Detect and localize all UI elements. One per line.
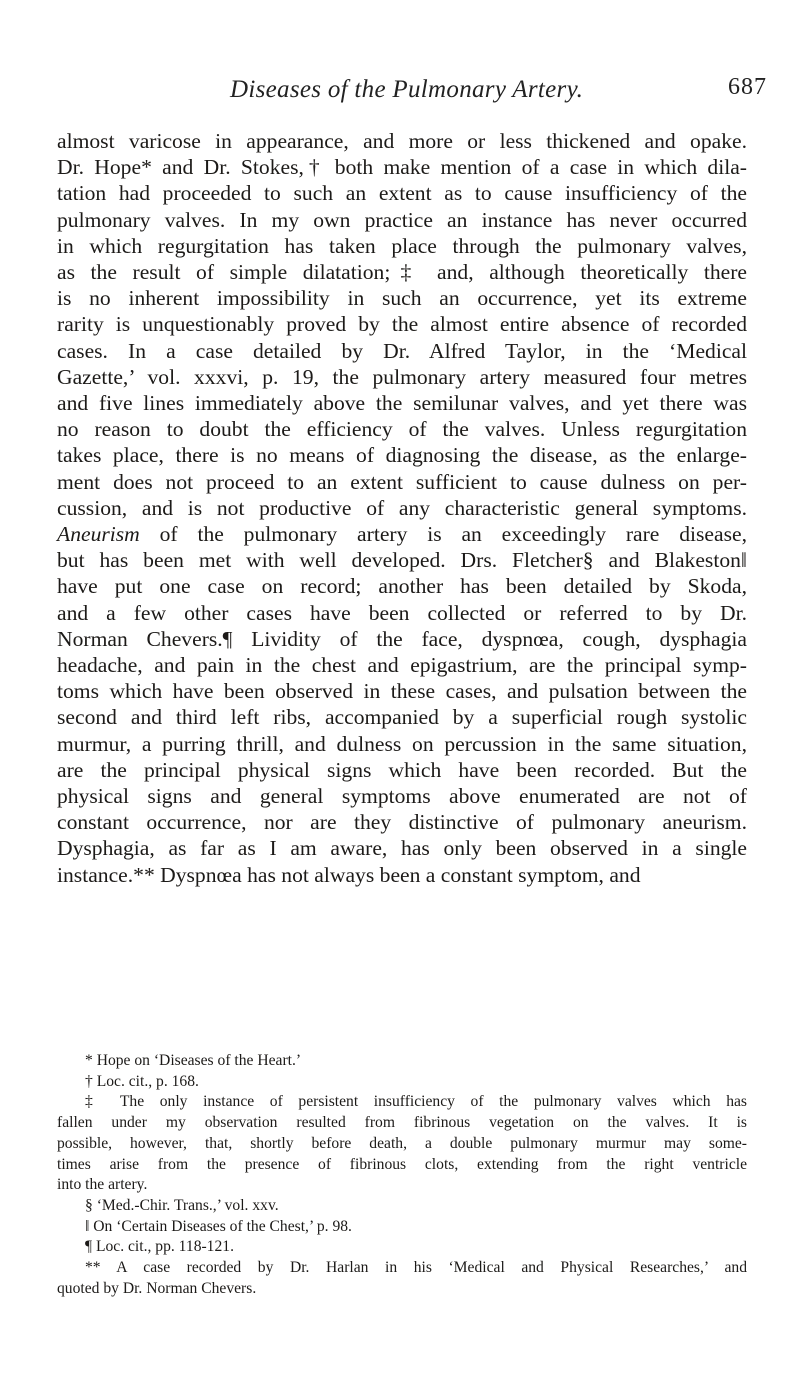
footnote: ‖ On ‘Certain Diseases of the Chest,’ p. 98. (85, 1217, 352, 1235)
body-line: in which regurgitation has taken place through the pulmonary valves, (57, 233, 747, 258)
body-line: rarity is unquestionably proved by the almost entire absence of recorded (57, 312, 747, 337)
body-text (57, 128, 747, 888)
footnote: into the artery. (57, 1176, 148, 1194)
body-line-aneurism (57, 521, 747, 547)
body-line: instance.** Dyspnœa has not always been a constant symptom, and (57, 862, 641, 887)
body-line: physical signs and general symptoms above enumerated are not of (57, 784, 747, 809)
body-line: toms which have been observed in these cases, and pulsation between the (57, 679, 747, 704)
body-line: cases. In a case detailed by Dr. Alfred Taylor, in the ‘Medical (57, 338, 747, 363)
body-line: is no inherent impossibility in such an occurrence, yet its extreme (57, 286, 747, 311)
running-head: Diseases of the Pulmonary Artery. (230, 76, 584, 103)
footnote: † Loc. cit., p. 168. (85, 1072, 199, 1090)
footnote: times arise from the presence of fibrinous clots, extending from the right ventricle (57, 1155, 747, 1173)
footnotes (57, 1051, 747, 1299)
body-line: takes place, there is no means of diagnosing the disease, as the enlarge- (57, 443, 747, 468)
body-line: Norman Chevers.¶ Lividity of the face, dyspnœa, cough, dysphagia (57, 626, 747, 651)
body-line: almost varicose in appearance, and more or less thickened and opake. (57, 129, 747, 153)
body-line: are the principal physical signs which have been recorded. But the (57, 757, 747, 782)
aneurism-line-rest: of the pulmonary artery is an exceedingly rare disease, (139, 522, 747, 547)
body-line: second and third left ribs, accompanied by a superficial rough systolic (57, 705, 747, 730)
footnote: ¶ Loc. cit., pp. 118-121. (85, 1238, 234, 1256)
footnote: quoted by Dr. Norman Chevers. (57, 1279, 257, 1297)
body-line: have put one case on record; another has been detailed by Skoda, (57, 574, 747, 599)
body-line: no reason to doubt the efficiency of the valves. Unless regurgitation (57, 417, 747, 442)
body-line: and five lines immediately above the semilunar valves, and yet there was (57, 391, 747, 416)
footnote: * Hope on ‘Diseases of the Heart.’ (85, 1052, 302, 1069)
body-line: but has been met with well developed. Drs. Fletcher§ and Blakeston‖ (57, 548, 747, 573)
body-line: pulmonary valves. In my own practice an instance has never occurred (57, 207, 747, 232)
body-line: Dr. Hope* and Dr. Stokes,† both make mention of a case in which dila- (57, 155, 747, 180)
footnote: fallen under my observation resulted from fibrinous vegetation on the valves. It is (57, 1114, 747, 1132)
page-number: 687 (728, 74, 767, 100)
footnote: § ‘Med.-Chir. Trans.,’ vol. xxv. (85, 1196, 279, 1214)
footnote: ‡ The only instance of persistent insufficiency of the pulmonary valves which has (85, 1093, 747, 1111)
aneurism-word: Aneurism (57, 522, 140, 547)
body-line: headache, and pain in the chest and epigastrium, are the principal symp- (57, 653, 747, 678)
body-line: Gazette,’ vol. xxxvi, p. 19, the pulmonary artery measured four metres (57, 364, 747, 389)
body-line: tation had proceeded to such an extent as to cause insufficiency of the (57, 181, 747, 206)
body-line: and a few other cases have been collected or referred to by Dr. (57, 600, 747, 625)
body-line: as the result of simple dilatation;‡ and, although theoretically there (57, 260, 747, 285)
footnote: possible, however, that, shortly before death, a double pulmonary murmur may some- (57, 1134, 747, 1152)
body-line: cussion, and is not productive of any characteristic general symptoms. (57, 495, 747, 520)
body-line: constant occurrence, nor are they distinctive of pulmonary aneurism. (57, 810, 747, 835)
body-line: Dysphagia, as far as I am aware, has only been observed in a single (57, 836, 747, 861)
footnote: ** A case recorded by Dr. Harlan in his ‘Medical and Physical Researches,’ and (85, 1259, 747, 1277)
body-line: murmur, a purring thrill, and dulness on percussion in the same situation, (57, 731, 747, 756)
body-line: ment does not proceed to an extent sufficient to cause dulness on per- (57, 469, 747, 494)
